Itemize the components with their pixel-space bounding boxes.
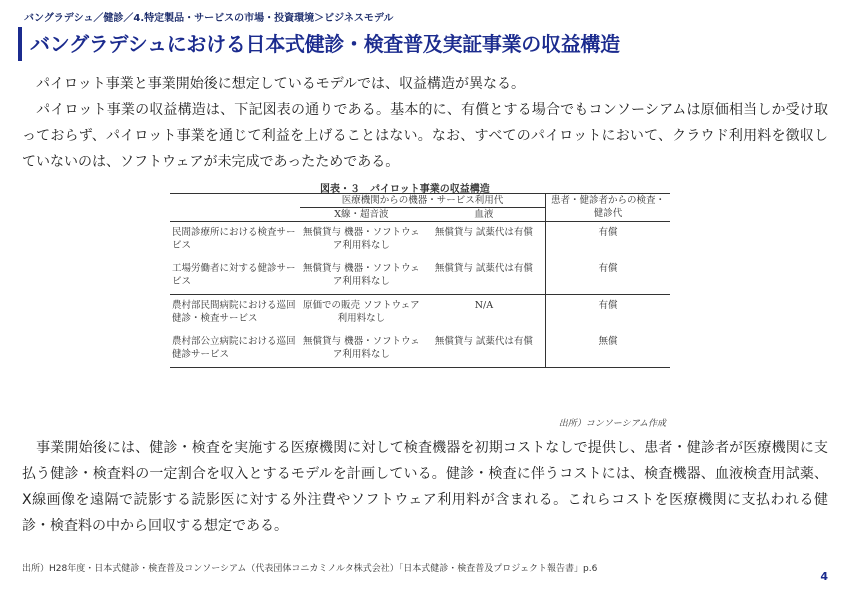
page-number: 4 [820,570,828,583]
cell-blood: 無償貸与 試薬代は有償 [423,331,546,368]
cell-fee: 有償 [546,258,671,295]
cell-service: 民間診療所における検査サービス [170,222,300,259]
table-row [170,222,670,259]
cell-service: 工場労働者に対する健診サービス [172,263,296,287]
table-header-row [170,194,670,208]
cell-xray: 原価での販売 ソフトウェア利用料なし [300,295,423,332]
header-equipment-group: 医療機関からの機器・サービス利用代 [300,194,546,208]
revenue-structure-figure [170,180,670,430]
header-service [170,194,300,222]
header-xray: X線・超音波 [334,209,389,220]
cell-service: 農村部公立病院における巡回健診サービス [170,331,300,368]
figure-caption: 図表・３ パイロット事業の収益構造 [320,184,490,195]
intro-paragraph: パイロット事業と事業開始後に想定しているモデルでは、収益構造が異なる。 [22,76,526,92]
cell-blood: N/A [423,295,546,332]
cell-xray: 無償貸与 機器・ソフトウェア利用料なし [300,222,423,259]
table-row [170,258,670,295]
cell-xray: 無償貸与 機器・ソフトウェア利用料なし [300,331,423,368]
header-patient-fee: 患者・健診者からの検査・健診代 [546,194,671,222]
figure-source: 出所）コンソーシアム作成 [558,419,666,429]
business-model-paragraph: 事業開始後には、健診・検査を実施する医療機関に対して検査機器を初期コストなしで提供し、患者・健診者が医療機関に支払う健診・検査料の一定割合を収入とするモデルを計画している。健診・検査に伴うコストには、検査機器、血液検査用試薬、X線画像を遠隔で読影する読影医に対する外注費やソフトウェア利用料が含まれる。これらコストを医療機関に支払われる健診・検査料の中から回収する想定である。 [22,440,828,534]
cell-blood: 無償貸与 試薬代は有償 [434,263,533,274]
pilot-revenue-paragraph: パイロット事業の収益構造は、下記図表の通りである。基本的に、有償とする場合でもコンソーシアムは原価相当しか受け取っておらず、パイロット事業を通じて利益を上げることはない。なお、すべてのパイロットにおいて、クラウド利用料を徴収していないのは、ソフトウェアが未完成であったためである。 [22,102,828,170]
cell-fee: 無償 [546,331,671,368]
title-accent-bar [18,27,22,61]
source-note: 出所）H28年度・日本式健診・検査普及コンソーシアム（代表団体コニカミノルタ株式会社）「日本式健診・検査普及プロジェクト報告書」p.6 [22,564,598,574]
cell-blood: 無償貸与 試薬代は有償 [423,222,546,259]
cell-fee: 有償 [546,295,671,332]
cell-service: 農村部民間病院における巡回健診・検査サービス [170,295,300,332]
breadcrumb: バングラデシュ／健診／4.特定製品・サービスの市場・投資環境＞ビジネスモデル [24,13,394,24]
table-row [170,331,670,368]
table-row [170,295,670,332]
cell-fee: 有償 [546,222,671,259]
header-blood: 血液 [474,209,494,220]
revenue-structure-table [170,193,670,368]
cell-xray: 無償貸与 機器・ソフトウェア利用料なし [303,263,420,287]
page-title: バングラデシュにおける日本式健診・検査普及実証事業の収益構造 [30,32,620,56]
